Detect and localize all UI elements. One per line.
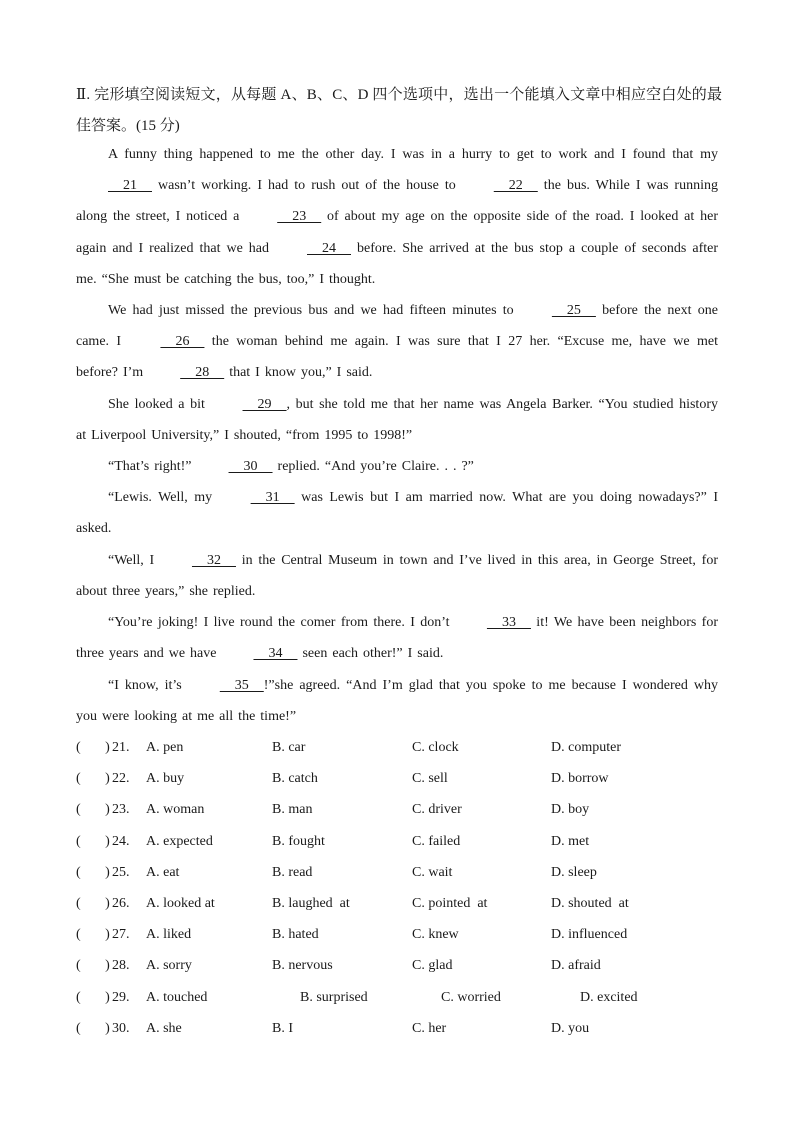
passage-text: the bus. While I was running along the street, I noticed a bbox=[76, 178, 718, 225]
passage-paragraph-7 bbox=[76, 607, 718, 669]
option-d: D. excited bbox=[580, 989, 638, 1005]
answer-slot: ( ) bbox=[76, 802, 110, 818]
passage-paragraph-2 bbox=[76, 295, 718, 389]
option-d: D. borrow bbox=[551, 771, 609, 787]
blank-32: 32 bbox=[191, 553, 236, 568]
option-c: C. driver bbox=[412, 802, 462, 818]
option-b: B. fought bbox=[272, 833, 325, 849]
passage-paragraph-6 bbox=[76, 545, 718, 607]
passage-text: in the Central Museum in town and I’ve lived in this area, in George Street, for about three years,” she replied. bbox=[76, 553, 718, 600]
question-number: 22. bbox=[112, 771, 130, 787]
option-a: A. liked bbox=[146, 927, 192, 943]
answer-slot: ( ) bbox=[76, 833, 110, 849]
passage-text: A funny thing happened to me the other day. I was in a hurry to get to work and I found that my bbox=[108, 147, 718, 162]
passage-text: before the next one came. I bbox=[76, 303, 718, 350]
blank-23: 23 bbox=[277, 209, 322, 225]
option-a: A. pen bbox=[146, 740, 184, 755]
option-b: B. nervous bbox=[272, 958, 333, 974]
passage-text: that I know you,” I said. bbox=[224, 365, 373, 381]
passage-text: We had just missed the previous bus and we had fifteen minutes to bbox=[108, 303, 520, 318]
question-30 bbox=[76, 1013, 718, 1044]
blank-31: 31 bbox=[250, 490, 295, 505]
option-d: D. afraid bbox=[551, 958, 601, 974]
question-29 bbox=[76, 982, 718, 1013]
answer-slot: ( ) bbox=[76, 895, 110, 911]
question-27 bbox=[76, 919, 718, 950]
passage-text: !”she agreed. “And I’m glad that you spoke to me because I wondered why you were looking at me all the time!” bbox=[76, 678, 718, 725]
question-23 bbox=[76, 794, 718, 825]
option-a: A. looked at bbox=[146, 895, 215, 911]
option-b: B. man bbox=[272, 802, 313, 818]
answer-slot: ( ) bbox=[76, 989, 110, 1005]
question-22 bbox=[76, 763, 718, 794]
question-21 bbox=[76, 732, 718, 763]
passage-text: the woman behind me again. I was sure that I 27 her. “Excuse me, have we met before? I’m bbox=[76, 334, 718, 381]
blank-29: 29 bbox=[242, 397, 287, 412]
answer-slot: ( ) bbox=[76, 771, 110, 787]
options-list bbox=[76, 732, 718, 1044]
blank-34: 34 bbox=[253, 646, 298, 662]
passage-text: , but she told me that her name was Angela Barker. “You studied history at Liverpool University,” I shouted, “from 1995 to 1998!” bbox=[76, 397, 718, 444]
blank-35: 35 bbox=[219, 678, 264, 693]
answer-slot: ( ) bbox=[76, 927, 110, 943]
question-number: 25. bbox=[112, 864, 130, 880]
passage-text: it! We have been neighbors for three years and we have bbox=[76, 615, 718, 662]
option-a: A. touched bbox=[146, 989, 208, 1005]
option-b: B. catch bbox=[272, 771, 318, 787]
question-26 bbox=[76, 888, 718, 919]
passage-text: “You’re joking! I live round the comer from there. I don’t bbox=[108, 615, 455, 630]
passage-text: “That’s right!” bbox=[108, 459, 197, 474]
option-a: A. sorry bbox=[146, 958, 192, 974]
passage-text: “Lewis. Well, my bbox=[108, 490, 219, 505]
blank-21: 21 bbox=[108, 178, 152, 194]
option-d: D. influenced bbox=[551, 927, 628, 943]
option-c: C. sell bbox=[412, 771, 448, 787]
option-c: C. worried bbox=[441, 989, 501, 1005]
passage-text: She looked a bit bbox=[108, 397, 211, 412]
option-b: B. car bbox=[272, 740, 306, 755]
option-b: B. surprised bbox=[300, 989, 368, 1005]
passage-text: “Well, I bbox=[108, 553, 160, 568]
question-number: 27. bbox=[112, 927, 130, 943]
option-d: D. you bbox=[551, 1020, 590, 1036]
option-c: C. wait bbox=[412, 864, 453, 880]
blank-25: 25 bbox=[551, 303, 596, 318]
blank-33: 33 bbox=[486, 615, 531, 630]
passage-text: replied. “And you’re Claire. . . ?” bbox=[272, 459, 474, 474]
option-d: D. shouted at bbox=[551, 895, 629, 911]
option-c: C. her bbox=[412, 1020, 447, 1036]
passage-paragraph-4 bbox=[76, 451, 718, 482]
option-b: B. I bbox=[272, 1020, 293, 1036]
option-c: C. pointed at bbox=[412, 895, 488, 911]
option-c: C. clock bbox=[412, 740, 459, 755]
question-number: 24. bbox=[112, 833, 130, 849]
option-a: A. buy bbox=[146, 771, 185, 787]
question-28 bbox=[76, 950, 718, 981]
option-b: B. hated bbox=[272, 927, 319, 943]
answer-slot: ( ) bbox=[76, 958, 110, 974]
passage-paragraph-3 bbox=[76, 389, 718, 451]
question-24 bbox=[76, 826, 718, 857]
blank-30: 30 bbox=[228, 459, 273, 474]
passage-paragraph-8 bbox=[76, 670, 718, 732]
question-number: 23. bbox=[112, 802, 130, 818]
passage-text: “I know, it’s bbox=[108, 678, 188, 693]
answer-slot: ( ) bbox=[76, 1020, 110, 1036]
passage-text: wasn’t working. I had to rush out of the house to bbox=[152, 178, 462, 194]
option-c: C. knew bbox=[412, 927, 459, 943]
option-c: C. failed bbox=[412, 833, 461, 849]
passage-text: before. She arrived at the bus stop a couple of seconds after me. “She must be catching the bus, too,” I thought. bbox=[76, 240, 718, 287]
option-d: D. computer bbox=[551, 740, 621, 755]
blank-24: 24 bbox=[307, 240, 351, 256]
option-a: A. eat bbox=[146, 864, 180, 880]
passage-paragraph-1 bbox=[76, 139, 718, 295]
blank-28: 28 bbox=[180, 365, 225, 381]
option-d: D. sleep bbox=[551, 864, 597, 880]
blank-22: 22 bbox=[493, 178, 538, 194]
option-d: D. boy bbox=[551, 802, 590, 818]
question-number: 21. bbox=[112, 740, 130, 755]
option-d: D. met bbox=[551, 833, 590, 849]
question-number: 30. bbox=[112, 1020, 130, 1036]
answer-slot: ( ) bbox=[76, 740, 110, 755]
option-a: A. she bbox=[146, 1020, 182, 1036]
passage-text: of about my age on the opposite side of the road. I looked at her again and I realized that we had bbox=[76, 209, 718, 256]
answer-slot: ( ) bbox=[76, 864, 110, 880]
question-number: 26. bbox=[112, 895, 130, 911]
question-25 bbox=[76, 857, 718, 888]
passage-text: was Lewis but I am married now. What are you doing nowadays?” I asked. bbox=[76, 490, 718, 537]
option-a: A. woman bbox=[146, 802, 205, 818]
question-number: 28. bbox=[112, 958, 130, 974]
passage-text: seen each other!” I said. bbox=[297, 646, 444, 662]
question-number: 29. bbox=[112, 989, 130, 1005]
section-heading: Ⅱ. 完形填空阅读短文，从每题 A、B、C、D 四个选项中，选出一个能填入文章中相应空白处的最佳答案。(15 分) bbox=[76, 87, 722, 134]
option-a: A. expected bbox=[146, 833, 213, 849]
option-b: B. laughed at bbox=[272, 895, 350, 911]
passage-paragraph-5 bbox=[76, 482, 718, 544]
option-c: C. glad bbox=[412, 958, 453, 974]
blank-26: 26 bbox=[160, 334, 205, 350]
option-b: B. read bbox=[272, 864, 313, 880]
